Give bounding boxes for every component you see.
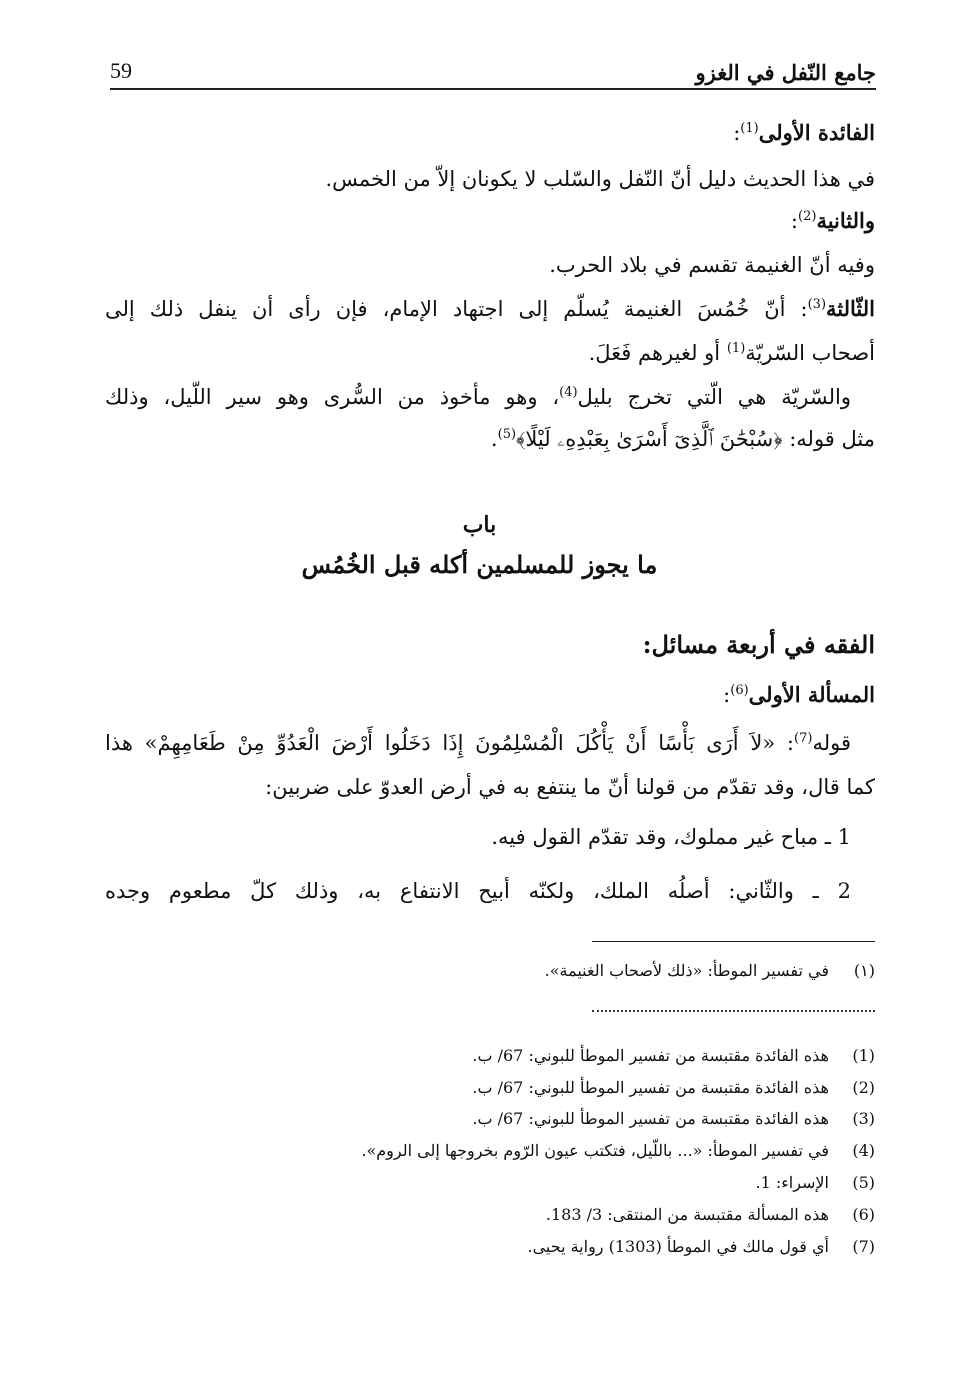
benefit-3-line-2: أصحاب السّريّة$^{(1)}$ أو لغيرهم فَعَلَ. [588, 341, 875, 365]
chapter-title: ما يجوز للمسلمين أكله قبل الخُمُس [301, 550, 658, 579]
benefit-3-line-1: الثّالثة$^{(3)}$: أنّ خُمُسَ الغنيمة يُسلّم إلى اجتهاد الإمام، فإن رأى أن ينفل ذلك إلى [105, 296, 875, 321]
page-header [110, 56, 876, 90]
benefit-1-heading: الفائدة الأولى$^{(1)}$: [733, 120, 875, 145]
benefit-2-heading: والثانية$^{(2)}$: [790, 208, 875, 233]
footnote-5: (5)الإسراء: 1. [755, 1173, 875, 1192]
section-heading: الفقه في أربعة مسائل: [642, 630, 875, 659]
chapter-label: باب [462, 512, 497, 538]
issue-1-line-1: قوله$^{(7)}$: «لاَ أَرَى بَأْسًا أَنْ يَأْكُلَ الْمُسْلِمُونَ إِذَا دَخَلُوا أَرْضَ الْعَدُوِّ مِنْ طَعَامِهِمْ» هذا [105, 731, 851, 755]
list-item-1: 1 ـ مباح غير مملوك، وقد تقدّم القول فيه. [491, 825, 851, 849]
benefit-2-text: وفيه أنّ الغنيمة تقسم في بلاد الحرب. [549, 253, 875, 277]
footnote-2: (2)هذه الفائدة مقتبسة من تفسير الموطأ للبوني: 67/ ب. [472, 1078, 875, 1097]
issue-1-heading: المسألة الأولى$^{(6)}$: [723, 682, 875, 707]
list-item-2: 2 ـ والثّاني: أصلُه الملك، ولكنّه أبيح الانتفاع به، وذلك كلّ مطعوم وجده [105, 879, 851, 903]
issue-1-line-2: كما قال، وقد تقدّم من قولنا أنّ ما ينتفع به في أرض العدوّ على ضربين: [265, 775, 875, 799]
running-title: جامع النّفل في الغزو [695, 60, 876, 85]
header-rule [110, 88, 876, 90]
sariyya-line-1: والسّريّة هي الّتي تخرج بليل$^{(4)}$، وهو مأخوذ من السُّرى وهو سير اللّيل، وذلك [105, 385, 851, 409]
footnote-7: (7)أي قول مالك في الموطأ (1303) رواية يحيى. [527, 1237, 875, 1256]
footnote-4: (4)في تفسير الموطأ: «... باللّيل، فتكتب عيون الرّوم بخروجها إلى الروم». [361, 1141, 875, 1160]
footnote-rule [592, 941, 875, 942]
footnote-1: (1)هذه الفائدة مقتبسة من تفسير الموطأ للبوني: 67/ ب. [472, 1046, 875, 1065]
footnote-6: (6)هذه المسألة مقتبسة من المنتقى: 3/ 183. [545, 1205, 875, 1224]
inner-footnote-1: (١)في تفسير الموطأ: «ذلك لأصحاب الغنيمة». [544, 961, 875, 980]
sariyya-line-2: مثل قوله: ﴿سُبْحَٰنَ ٱلَّذِىٓ أَسْرَىٰ بِعَبْدِهِۦ لَيْلًا﴾$^{(5)}$. [490, 427, 875, 451]
benefit-1-text: في هذا الحديث دليل أنّ النّفل والسّلب لا يكونان إلاّ من الخمس. [325, 167, 875, 191]
footnote-dotted-separator [592, 1010, 875, 1012]
footnote-3: (3)هذه الفائدة مقتبسة من تفسير الموطأ للبوني: 67/ ب. [472, 1109, 875, 1128]
page-number: 59 [110, 58, 132, 83]
